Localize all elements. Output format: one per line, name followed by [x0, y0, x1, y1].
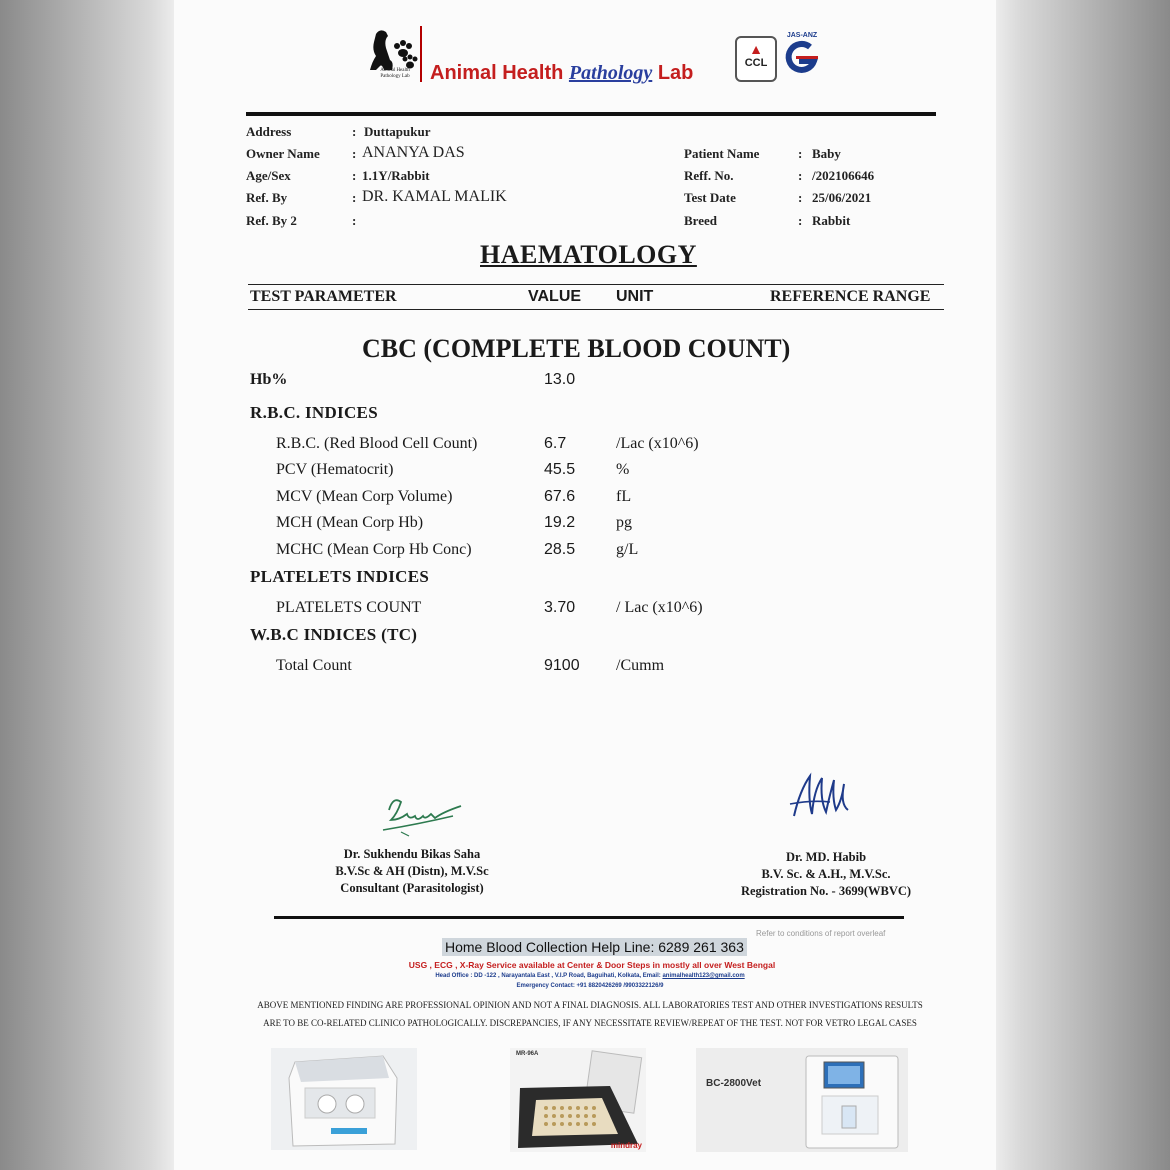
colon: : — [798, 213, 803, 228]
col-value-header: VALUE — [528, 288, 582, 305]
value: 28.5 — [544, 541, 576, 558]
param: MCV (Mean Corp Volume) — [276, 488, 453, 505]
column-headers — [248, 284, 944, 310]
value: 9100 — [544, 657, 580, 674]
table-row — [174, 461, 996, 481]
refby-label: Ref. By — [246, 190, 288, 205]
value: 13.0 — [544, 371, 576, 388]
param: Hb% — [250, 371, 288, 388]
machine-model-tag: MR-96A — [516, 1051, 539, 1057]
signatory-left-qualification: B.V.Sc & AH (Distn), M.V.Sc — [335, 864, 489, 878]
logo-caption: Animal Health Pathology Lab — [380, 68, 410, 79]
panel-title: CBC (COMPLETE BLOOD COUNT) — [362, 334, 791, 363]
patient-info — [246, 124, 946, 234]
table-row-hb — [174, 371, 996, 391]
table-row — [174, 541, 996, 561]
col-range-header: REFERENCE RANGE — [770, 288, 931, 305]
signatory-right — [730, 849, 922, 900]
emergency-contact: Emergency Contact: +91 8820426269 /9903322126/9 — [516, 983, 664, 989]
analyzer-image-3 — [696, 1048, 908, 1152]
value: 45.5 — [544, 461, 576, 478]
machine-brand: mindray — [610, 1141, 642, 1150]
colon: : — [352, 168, 357, 183]
reff-no-label: Reff. No. — [684, 168, 734, 183]
section-title: HAEMATOLOGY — [480, 240, 697, 269]
patient-name-value: Baby — [812, 146, 841, 161]
signatory-left-name: Dr. Sukhendu Bikas Saha — [343, 847, 481, 861]
colon: : — [798, 146, 803, 161]
rbc-section-heading: R.B.C. INDICES — [250, 403, 378, 422]
colon: : — [352, 146, 357, 161]
colon: : — [352, 190, 357, 205]
value: 3.70 — [544, 599, 576, 616]
agesex-label: Age/Sex — [246, 168, 291, 183]
unit: /Cumm — [616, 657, 665, 674]
table-row — [174, 514, 996, 534]
signatory-left-role: Consultant (Parasitologist) — [340, 881, 484, 895]
table-row — [174, 488, 996, 508]
param: R.B.C. (Red Blood Cell Count) — [276, 435, 478, 452]
ccl-certification-logo: ▲ CCL — [735, 36, 777, 82]
param: MCHC (Mean Corp Hb Conc) — [276, 541, 472, 558]
col-param-header: TEST PARAMETER — [250, 288, 397, 305]
logo-divider — [420, 26, 422, 82]
table-row — [174, 435, 996, 455]
signatory-right-name: Dr. MD. Habib — [785, 850, 867, 864]
signatory-right-registration: Registration No. - 3699(WBVC) — [740, 884, 912, 898]
table-row — [174, 657, 996, 677]
param: PCV (Hematocrit) — [276, 461, 394, 478]
agesex-value: 1.1Y/Rabbit — [362, 168, 430, 183]
helpline: Home Blood Collection Help Line: 6289 261 363 — [442, 938, 747, 956]
unit: pg — [616, 514, 632, 531]
patient-name-label: Patient Name — [684, 146, 760, 161]
platelet-section-heading: PLATELETS INDICES — [250, 567, 430, 586]
test-date-label: Test Date — [684, 190, 736, 205]
machine-model-name: BC-2800Vet — [706, 1078, 762, 1089]
param: PLATELETS COUNT — [276, 599, 422, 616]
header-rule — [246, 112, 936, 116]
signature-right — [782, 770, 862, 826]
owner-value: ANANYA DAS — [362, 144, 465, 161]
value: 67.6 — [544, 488, 576, 505]
col-unit-header: UNIT — [616, 288, 654, 305]
refby-value: DR. KAMAL MALIK — [362, 188, 507, 205]
param: Total Count — [276, 657, 352, 674]
head-office-address: Head Office : DD -122 , Narayantala East , V.I.P Road, Baguihati, Kolkata, Email: animalhealth123@gmail.com — [435, 973, 745, 979]
address-value: Duttapukur — [364, 124, 431, 139]
email-link[interactable]: animalhealth123@gmail.com — [662, 973, 745, 979]
services-note: USG , ECG , X-Ray Service available at Center & Door Steps in mostly all over West Bengal — [408, 960, 776, 970]
table-row — [174, 599, 996, 619]
analyzer-image-2 — [510, 1048, 646, 1152]
lab-name: Animal Health Pathology Lab — [430, 62, 694, 84]
disclaimer: ABOVE MENTIONED FINDING ARE PROFESSIONAL OPINION AND NOT A FINAL DIAGNOSIS. ALL LABORATORIES TEST AND OTHER INVESTIGATIONS RESULTS ARE TO BE CO-RELATED CLINICO PATHOLOGICALLY. DISCREPANCIES, IF ANY NECESSITATE REVIEW/REPEAT OF THE TEST. NOT FOR VETRO LEGAL CASES — [257, 1000, 923, 1028]
footer-rule — [274, 916, 904, 919]
unit: /Lac (x10^6) — [616, 435, 699, 452]
colon: : — [352, 213, 357, 228]
unit: g/L — [616, 541, 639, 558]
address-label: Address — [246, 124, 292, 139]
colon: : — [352, 124, 357, 139]
test-date-value: 25/06/2021 — [812, 190, 872, 205]
unit: fL — [616, 488, 632, 505]
refby2-label: Ref. By 2 — [246, 213, 297, 228]
breed-label: Breed — [684, 213, 717, 228]
colon: : — [798, 168, 803, 183]
reff-no-value: /202106646 — [812, 168, 875, 183]
breed-value: Rabbit — [812, 213, 851, 228]
value: 6.7 — [544, 435, 567, 452]
unit: / Lac (x10^6) — [616, 599, 703, 616]
owner-label: Owner Name — [246, 146, 320, 161]
unit: % — [616, 461, 630, 478]
value: 19.2 — [544, 514, 576, 531]
flame-icon: ▲ — [749, 41, 763, 57]
report-sheet — [174, 0, 996, 1170]
signature-left — [379, 790, 469, 842]
analyzer-image-1 — [271, 1048, 417, 1150]
colon: : — [798, 190, 803, 205]
refer-note: Refer to conditions of report overleaf — [756, 929, 886, 938]
wbc-section-heading: W.B.C INDICES (TC) — [250, 625, 418, 644]
signatory-left — [322, 846, 502, 897]
jas-anz-certification-logo: JAS-ANZ — [779, 32, 825, 84]
signatory-right-qualification: B.V. Sc. & A.H., M.V.Sc. — [761, 867, 891, 881]
param: MCH (Mean Corp Hb) — [276, 514, 424, 531]
